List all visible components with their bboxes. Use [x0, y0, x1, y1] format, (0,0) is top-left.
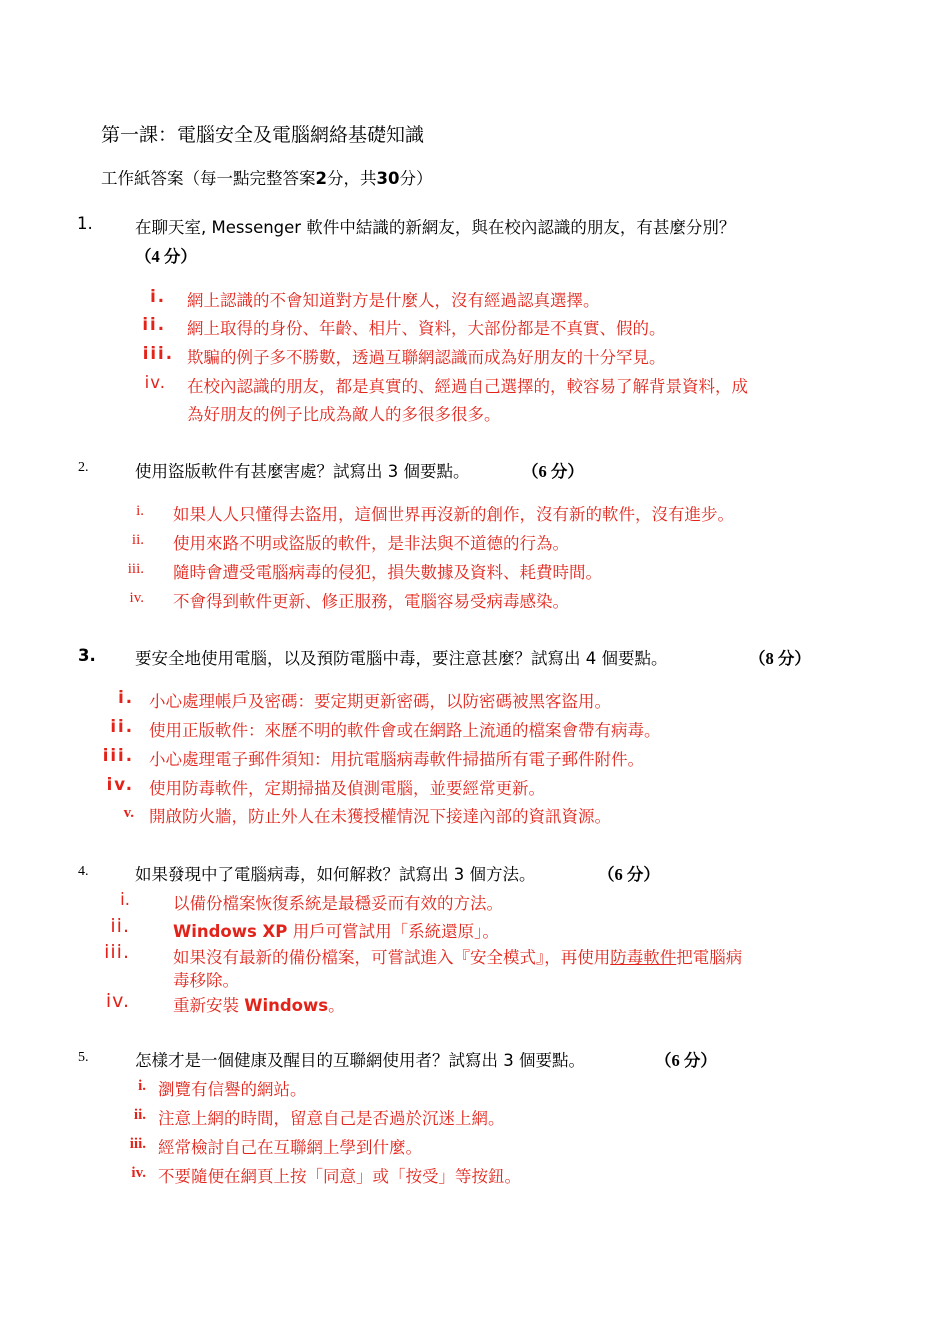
- question-marks: （4 分）: [135, 247, 197, 266]
- answer-text-part: 重新安裝: [173, 996, 245, 1015]
- answer-text-part: 把電腦病: [676, 948, 743, 967]
- page-subtitle: [101, 165, 432, 189]
- subtitle-text: 工作紙答案（每一點完整答案: [101, 169, 316, 188]
- question-number: 1.: [77, 214, 93, 233]
- question-marks: （6 分）: [598, 865, 660, 884]
- question-marks: （6 分）: [522, 462, 584, 481]
- subtitle-text: 分，共: [326, 169, 377, 188]
- answer-numeral: iv.: [106, 775, 134, 794]
- question-text: 使用盜版軟件有甚麼害處？試寫出 3 個要點。: [135, 462, 470, 481]
- question-text: 如果發現中了電腦病毒，如何解救？試寫出 3 個方法。: [135, 865, 536, 884]
- question-marks: （8 分）: [749, 649, 811, 668]
- answer-text: 瀏覽有信譽的網站。: [158, 1080, 307, 1099]
- answer-text: 小心處理帳戶及密碼：要定期更新密碼，以防密碼被黑客盜用。: [149, 692, 611, 711]
- page-title: 第一課：電腦安全及電腦網絡基礎知識: [101, 124, 425, 146]
- answer-text: [173, 918, 499, 942]
- question-number: 5.: [78, 1050, 89, 1065]
- answer-text: 欺騙的例子多不勝數，透過互聯網認識而成為好朋友的十分罕見。: [187, 348, 666, 367]
- answer-numeral: ii.: [133, 1107, 146, 1123]
- answer-text: 注意上網的時間，留意自己是否過於沉迷上網。: [158, 1109, 505, 1128]
- subtitle-text: 分）: [399, 169, 433, 188]
- answer-text: 網上取得的身份、年齡、相片、資料，大部份都是不真實、假的。: [187, 319, 666, 338]
- answer-text: 經常檢討自己在互聯網上學到什麼。: [158, 1138, 422, 1157]
- answer-numeral: iii.: [142, 344, 174, 363]
- answer-text-continued: 為好朋友的例子比成為敵人的多很多很多。: [187, 405, 501, 424]
- answer-numeral: iv.: [131, 1165, 146, 1181]
- answer-text: 如果人人只懂得去盜用，這個世界再沒新的創作，沒有新的軟件，沒有進步。: [173, 505, 734, 524]
- answer-numeral: i.: [138, 1078, 146, 1094]
- question-marks: （6 分）: [655, 1051, 717, 1070]
- answer-text: 小心處理電子郵件須知：用抗電腦病毒軟件掃描所有電子郵件附件。: [149, 750, 644, 769]
- answer-text: 網上認識的不會知道對方是什麼人，沒有經過認真選擇。: [187, 291, 600, 310]
- answer-text-part: 。: [328, 996, 345, 1015]
- answer-text: 不會得到軟件更新、修正服務，電腦容易受病毒感染。: [173, 592, 569, 611]
- answer-text-part: 如果沒有最新的備份檔案，可嘗試進入『安全模式』，再使用: [173, 948, 611, 967]
- answer-numeral: ii.: [110, 717, 134, 736]
- answer-numeral: ii.: [110, 915, 130, 937]
- answer-text: 使用正版軟件：來歷不明的軟件會或在網路上流通的檔案會帶有病毒。: [149, 721, 661, 740]
- answer-numeral: iii.: [127, 561, 144, 577]
- question-number: 4.: [78, 864, 89, 879]
- answer-numeral: i.: [136, 503, 144, 519]
- question-text: 要安全地使用電腦，以及預防電腦中毒，要注意甚麼？試寫出 4 個要點。: [135, 649, 668, 668]
- subtitle-total: 30: [376, 169, 400, 188]
- answer-text-part: 用戶可嘗試用「系統還原」。: [287, 922, 499, 941]
- answer-text: [173, 992, 345, 1016]
- answer-text: 不要隨便在網頁上按「同意」或「按受」等按鈕。: [158, 1167, 521, 1186]
- answer-keyword: Windows XP: [173, 922, 288, 941]
- answer-numeral: i.: [118, 688, 134, 707]
- answer-text: [173, 944, 742, 968]
- question-number: 3.: [78, 646, 96, 665]
- answer-numeral: i.: [120, 890, 130, 909]
- answer-numeral: iii.: [129, 1136, 146, 1152]
- answer-numeral: iv.: [144, 373, 166, 392]
- answer-numeral: iii.: [102, 746, 134, 765]
- answer-keyword: Windows: [244, 996, 329, 1015]
- answer-text: 使用防毒軟件，定期掃描及偵測電腦，並要經常更新。: [149, 779, 545, 798]
- answer-underlined-term: 防毒軟件: [610, 948, 677, 967]
- answer-numeral: i.: [150, 287, 166, 306]
- answer-text: 以備份檔案恢復系統是最穩妥而有效的方法。: [173, 894, 503, 913]
- answer-numeral: iii.: [104, 941, 130, 963]
- question-text: 在聊天室, Messenger 軟件中結識的新網友，與在校內認識的朋友，有甚麼分別？: [135, 218, 736, 237]
- answer-text: 開啟防火牆，防止外人在未獲授權情況下接達內部的資訊資源。: [149, 807, 611, 826]
- answer-numeral: ii.: [142, 315, 166, 334]
- answer-text: 在校內認識的朋友，都是真實的、經過自己選擇的，較容易了解背景資料，成: [187, 377, 748, 396]
- answer-text: 使用來路不明或盜版的軟件，是非法與不道德的行為。: [173, 534, 569, 553]
- answer-text-continued: 毒移除。: [173, 971, 239, 990]
- answer-numeral: v.: [123, 805, 134, 821]
- question-number: 2.: [78, 460, 89, 475]
- answer-text: 隨時會遭受電腦病毒的侵犯，損失數據及資料、耗費時間。: [173, 563, 602, 582]
- answer-numeral: ii.: [131, 532, 144, 548]
- answer-numeral: iv.: [105, 990, 130, 1012]
- question-text: 怎樣才是一個健康及醒目的互聯網使用者？試寫出 3 個要點。: [135, 1051, 585, 1070]
- answer-numeral: iv.: [129, 590, 144, 606]
- subtitle-points: 2: [315, 169, 327, 188]
